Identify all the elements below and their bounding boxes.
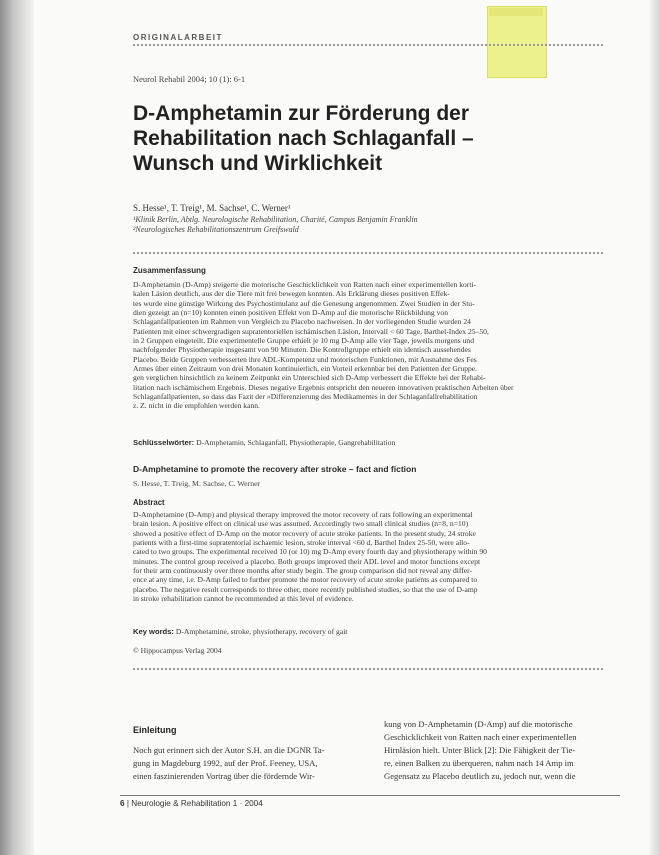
abstract-de-line: tes wurde eine günstige Wirkung des Psychostimulanz auf die Genesung angenommen. Zwei Studien in der Stu- — [133, 298, 475, 308]
abstract-de-line: D-Amphetamin (D-Amp) steigerte die motorische Geschicklichkeit von Ratten nach einer experimentellen korti- — [133, 280, 477, 289]
footer-journal: Neurologie & Rehabilitation 1 · 2004 — [131, 799, 263, 808]
intro-heading: Einleitung — [133, 725, 177, 735]
body-line: Geschicklichkeit von Ratten nach einer experimentellen — [384, 732, 577, 742]
footer-rule — [120, 795, 620, 796]
abstract-en-line: ence at any time, i.e. D-Amp failed to further promote the motor recovery of acute stroke patients as compared to — [133, 575, 478, 585]
authors: S. Hesse¹, T. Treig¹, M. Sachse¹, C. Werner¹ — [133, 203, 291, 213]
abstract-de-line: litation nach ischämischem Ergebnis. Dieses negative Ergebnis entspricht den neueren innovativen praktischen Arbeiten über — [133, 382, 514, 392]
abstract-de-line: Schlaganfallpatienten im Rahmen von Vergleich zu Placebo nachweisen. In der vorliegenden Studie wurden 24 — [133, 317, 471, 327]
abstract-en-line: cated to two groups. The experimental received 10 (or 10) mg D-Amp every fourth day and physiotherapy within 90 — [133, 547, 487, 557]
abstract-de-line: Patienten mit einer schwergradigen supratentoriellen ischämischen Läsion, Intervall < 60 Tage, Barthel-Index 25–50, — [133, 326, 489, 336]
keywords-de-label: Schlüsselwörter: — [133, 438, 195, 447]
binding-shadow — [0, 0, 34, 855]
abstract-de-line: Schlaganfallpatienten, so dass das Fazit der »Differenzierung des Medikamentes in der Schlaganfallrehabilitation — [133, 392, 478, 402]
abstract-en-line: for their arm continuously over three months after study begin. The group comparison did not reveal any differ- — [133, 566, 473, 576]
abstract-de-line: Placebo. Beide Gruppen verbesserten ihre ADL-Kompetenz und motorischen Funktionen, mit Ausnahme des Fes — [133, 354, 477, 364]
abstract-en-line: showed a positive effect of D-Amp on the motor recovery of acute stroke patients. In the present study, 24 stroke — [133, 528, 476, 538]
abstract-en-line: in stroke rehabilitation cannot be recommended at this level of evidence. — [133, 594, 354, 604]
page-footer — [120, 799, 263, 808]
abstract-de-line: in 2 Gruppen eingeteilt. Die experimentelle Gruppe erhielt je 10 mg D-Amp alle vier Tage, jeweils morgens und — [133, 336, 475, 346]
footer-separator: | — [126, 799, 132, 808]
divider-lower — [133, 668, 603, 670]
abstract-de-line: Armes über einen Zeitraum von drei Monaten kontinuierlich, ein Vorteil erkennbar bei den Patienten der Gruppe. — [133, 364, 478, 374]
body-line: Noch gut erinnert sich der Autor S.H. an die DGNR Ta- — [133, 745, 325, 755]
body-column-left — [133, 744, 369, 783]
abstract-de — [133, 280, 603, 411]
abstract-en-line: brain lesion. A positive effect on clinical use was assumed. Accordingly two small clinical studies (n=8, n=10) — [133, 519, 469, 529]
body-column-right — [384, 718, 604, 783]
abstract-en-line: D-Amphetamine (D-Amp) and physical therapy improved the motor recovery of rats following an experimental — [133, 510, 473, 519]
abstract-en-line: placebo. The negative result corresponds to three other, more recently published studies, so that the use of D-amp — [133, 584, 478, 594]
title-line: Rehabilitation nach Schlaganfall – — [133, 127, 474, 150]
affiliation-line: ¹Klinik Berlin, Abtlg. Neurologische Rehabilitation, Charité, Campus Benjamin Franklin — [133, 215, 418, 224]
body-line: Gegensatz zu Placebo deutlich zu, jedoch nur, wenn die — [384, 771, 576, 781]
sticky-note — [487, 6, 547, 78]
abstract-en-line: patients with a first-time supratentorial ischaemic lesion, stroke interval <60 d, Barthel Index 25-50, were allo- — [133, 538, 470, 548]
abstract-de-heading: Zusammenfassung — [133, 266, 206, 275]
article-title — [133, 101, 573, 176]
abstract-de-line: kalen Läsion deutlich, aus der die Tiere mit frei bewegen konnten. Als Erklärung dieses positiven Effek- — [133, 289, 450, 299]
title-line: D-Amphetamin zur Förderung der — [133, 102, 470, 125]
abstract-de-line: gen verglichen hinsichtlich zu keinem Zeitpunkt ein Unterschied sich D-Amp verbessert die Effekte bei der Rehabi- — [133, 373, 486, 383]
title-line: Wunsch und Wirklichkeit — [133, 152, 383, 175]
keywords-en-text: D-Amphetamine, stroke, physiotherapy, recovery of gait — [175, 627, 348, 636]
keywords-de — [133, 438, 603, 447]
divider-top — [133, 44, 603, 46]
keywords-en — [133, 627, 603, 636]
keywords-de-text: D-Amphetamin, Schlaganfall, Physiotherapie, Gangrehabilitation — [196, 438, 396, 447]
body-line: re, einen Balken zu überqueren, nahm nach 14 Amp im — [384, 758, 574, 768]
section-label: ORIGINALARBEIT — [133, 33, 223, 42]
page-edge-shadow — [649, 0, 659, 855]
abstract-en-line: minutes. The control group received a placebo. Both groups improved their ADL level and motor functions except — [133, 556, 481, 566]
abstract-de-line: nachfolgender Physiotherapie insgesamt von 90 Minuten. Die Kontrollgruppe erhielt ein identisch aussehendes — [133, 345, 471, 355]
body-line: einen faszinierenden Vortrag über die fördernde Wir- — [133, 771, 315, 781]
body-line: kung von D-Amphetamin (D-Amp) auf die motorische — [384, 719, 573, 729]
divider-middle — [133, 252, 603, 254]
copyright-notice: © Hippocampus Verlag 2004 — [133, 646, 222, 655]
english-authors: S. Hesse, T. Treig, M. Sachse, C. Werner — [133, 479, 261, 488]
page-number: 6 — [120, 799, 125, 808]
affiliation-line: ²Neurologisches Rehabilitationszentrum Greifswald — [133, 225, 299, 234]
abstract-de-line: z. Z. nicht in die empfohlen werden kann. — [133, 401, 260, 411]
journal-citation: Neurol Rehabil 2004; 10 (1): 6-1 — [133, 74, 246, 84]
english-title: D-Amphetamine to promote the recovery after stroke – fact and fiction — [133, 464, 417, 474]
abstract-de-line: dien gezeigt an (n=10) konnten einen positiven Effekt von D-Amp auf die motorische Rückbildung von — [133, 308, 448, 318]
affiliations — [133, 215, 603, 235]
abstract-en — [133, 510, 603, 603]
abstract-en-heading: Abstract — [133, 498, 165, 507]
body-line: gung in Magdeburg 1992, auf der Prof. Feeney, USA, — [133, 758, 318, 768]
body-line: Hirnläsion hielt. Unter Blick [2]: Die Fähigkeit der Tie- — [384, 745, 576, 755]
keywords-en-label: Key words: — [133, 627, 174, 636]
sticky-note-strip — [489, 8, 543, 16]
